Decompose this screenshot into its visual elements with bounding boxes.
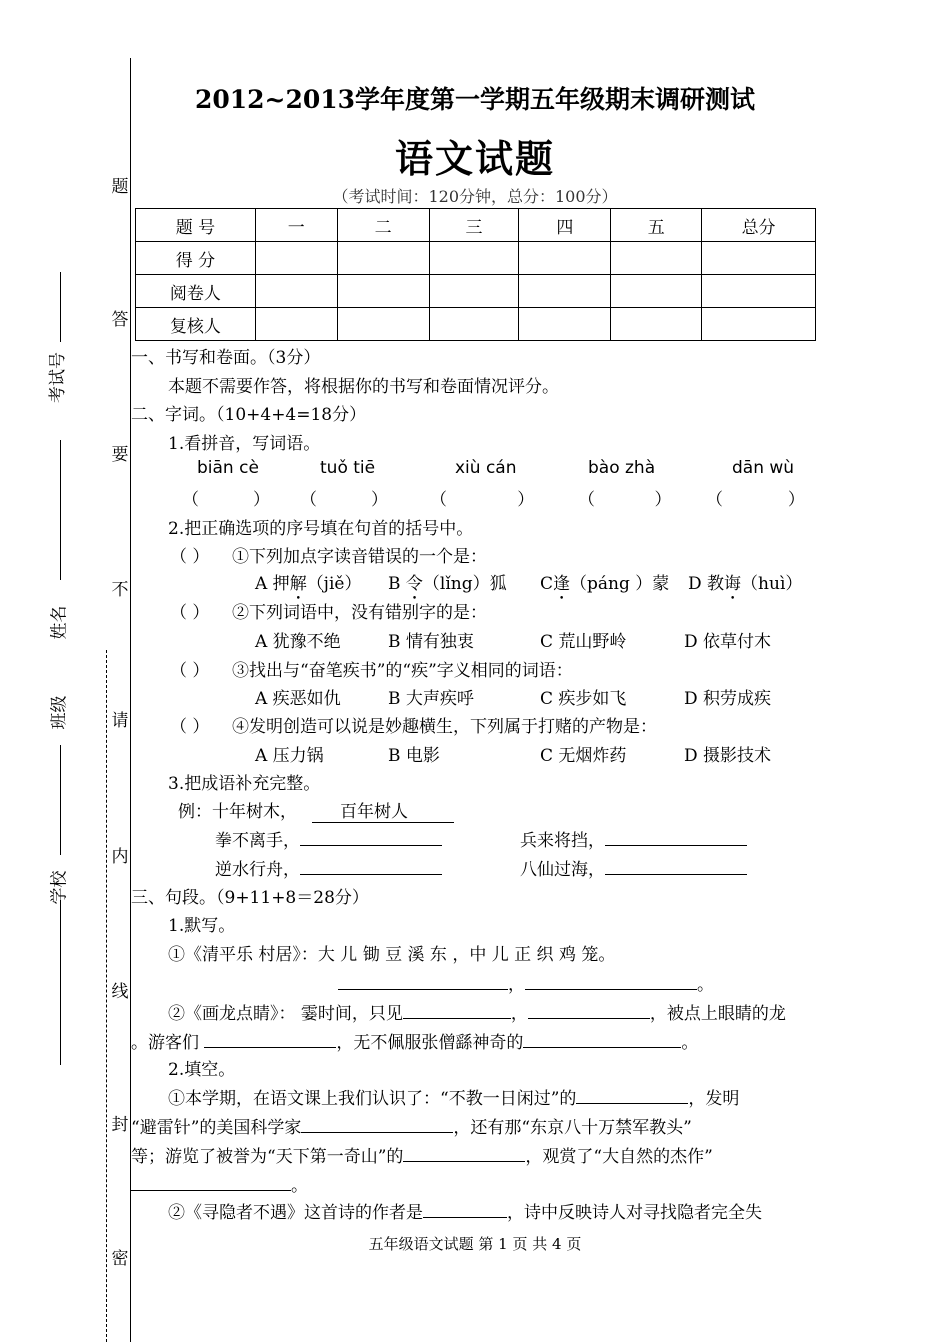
option-b: B 大声疾呼 xyxy=(388,689,474,709)
question-3-1: 1.默写。 xyxy=(168,916,236,936)
binding-char: 请 xyxy=(111,711,129,731)
fill-blank[interactable] xyxy=(576,1085,688,1104)
row-label: 得 分 xyxy=(136,242,256,275)
question-3-2: 2.填空。 xyxy=(168,1060,236,1080)
score-cell xyxy=(611,308,702,341)
pinyin-3: xiù cán xyxy=(455,458,517,478)
fill-line-2: “避雷针”的美国科学家 ，还有那“东京八十万禁军教头” xyxy=(131,1113,692,1138)
name-field: 姓名 xyxy=(49,605,70,640)
section-3-heading: 三、句段。（9+11+8＝28分） xyxy=(131,888,369,908)
fill-blank[interactable] xyxy=(301,1114,453,1133)
poem-blanks: ， 。 xyxy=(338,970,714,995)
score-cell xyxy=(611,275,702,308)
idiom-blank[interactable] xyxy=(605,856,747,875)
score-cell xyxy=(519,242,611,275)
option-d: D 依草付木 xyxy=(684,632,772,652)
score-cell xyxy=(255,308,337,341)
idiom-blank[interactable] xyxy=(300,856,442,875)
answer-bracket[interactable]: （ ） xyxy=(170,661,210,681)
section-2-heading: 二、字词。（10+4+4=18分） xyxy=(131,405,367,425)
score-cell xyxy=(429,308,519,341)
table-header-cell: 一 xyxy=(255,209,337,242)
fill-line-3: 等；游览了被誉为“天下第一奇山”的 ，观赏了“大自然的杰作” xyxy=(131,1142,713,1167)
poem-line: ①《清平乐 村居》：大 儿 锄 豆 溪 东 ，中 儿 正 织 鸡 笼。 xyxy=(168,945,616,965)
score-cell xyxy=(255,275,337,308)
exam-number-blank xyxy=(60,272,61,342)
dragon-line-2: 。游客们 ，无不佩服张僧繇神奇的 。 xyxy=(131,1028,698,1053)
table-row xyxy=(136,242,816,275)
exam-subtitle: （考试时间：120分钟，总分：100分） xyxy=(332,187,618,206)
option-a: A 犹豫不绝 xyxy=(255,632,341,652)
example-answer: 百年树人 xyxy=(312,797,454,823)
idiom-1: 拳不离手， xyxy=(215,826,442,851)
score-cell xyxy=(702,242,816,275)
pinyin-1: biān cè xyxy=(197,458,259,478)
item-stem: ①下列加点字读音错误的一个是： xyxy=(232,547,487,567)
option-c: C 无烟炸药 xyxy=(540,746,627,766)
binding-char: 题 xyxy=(111,177,129,197)
score-table xyxy=(135,208,816,341)
answer-bracket[interactable]: （ ） xyxy=(170,717,210,737)
score-cell xyxy=(519,275,611,308)
score-cell xyxy=(337,308,429,341)
fill-line-4: 。 xyxy=(131,1171,308,1196)
pinyin-2: tuǒ tiē xyxy=(320,458,376,478)
question-2-1: 1.看拼音，写词语。 xyxy=(168,434,321,454)
section-1-heading: 一、书写和卷面。（3分） xyxy=(131,348,321,368)
idiom-4: 八仙过海， xyxy=(520,855,747,880)
dragon-blank[interactable] xyxy=(523,1029,681,1048)
fill-blank[interactable] xyxy=(131,1172,291,1191)
idiom-blank[interactable] xyxy=(605,827,747,846)
answer-bracket[interactable]: （ ） xyxy=(170,603,210,623)
score-cell xyxy=(429,275,519,308)
poem-blank[interactable] xyxy=(338,971,508,990)
score-cell xyxy=(702,275,816,308)
fill-line-5: ②《寻隐者不遇》这首诗的作者是 ，诗中反映诗人对寻找隐者完全失 xyxy=(168,1198,762,1223)
option-d: D 摄影技术 xyxy=(684,746,772,766)
option-c: C 荒山野岭 xyxy=(540,632,627,652)
poem-blank[interactable] xyxy=(525,971,697,990)
dragon-blank[interactable] xyxy=(204,1029,336,1048)
answer-bracket[interactable]: （ ） xyxy=(300,490,389,510)
option-b: B 电影 xyxy=(388,746,440,766)
table-header-cell: 题 号 xyxy=(136,209,256,242)
exam-title: 2012~2013学年度第一学期五年级期末调研测试 xyxy=(194,85,756,114)
binding-char: 密 xyxy=(111,1249,129,1269)
fill-blank[interactable] xyxy=(423,1199,507,1218)
table-row xyxy=(136,209,816,242)
pinyin-4: bào zhà xyxy=(588,458,656,478)
row-label: 复核人 xyxy=(136,308,256,341)
answer-bracket[interactable]: （ ） xyxy=(578,490,672,510)
answer-bracket[interactable]: （ ） xyxy=(706,490,805,510)
question-2-2: 2.把正确选项的序号填在句首的括号中。 xyxy=(168,519,474,539)
school-field: 学校 xyxy=(49,870,70,905)
school-blank xyxy=(60,900,61,1065)
dragon-blank[interactable] xyxy=(528,1000,650,1019)
binding-char: 封 xyxy=(111,1115,129,1135)
option-b: B 情有独衷 xyxy=(388,632,474,652)
score-cell xyxy=(337,275,429,308)
score-cell xyxy=(337,242,429,275)
item-stem: ②下列词语中，没有错别字的是： xyxy=(232,603,487,623)
idiom-blank[interactable] xyxy=(300,827,442,846)
name-blank xyxy=(60,440,61,580)
option-c: C逢（páng ）蒙 xyxy=(540,574,670,594)
option-a: A 押解（jiě） xyxy=(255,574,362,594)
idiom-3: 逆水行舟， xyxy=(215,855,442,880)
pinyin-5: dān wù xyxy=(732,458,795,478)
option-a: A 压力锅 xyxy=(255,746,324,766)
table-header-cell: 三 xyxy=(429,209,519,242)
table-row xyxy=(136,308,816,341)
fill-blank[interactable] xyxy=(403,1143,525,1162)
section-1-text: 本题不需要作答，将根据你的书写和卷面情况评分。 xyxy=(168,377,559,397)
subject-title: 语文试题 xyxy=(394,137,555,181)
option-b: B 令（lǐng）狐 xyxy=(388,574,507,594)
item-stem: ③找出与“奋笔疾书”的“疾”字义相同的词语： xyxy=(232,661,573,681)
example-label: 例：十年树木， xyxy=(178,802,297,822)
table-header-cell: 四 xyxy=(519,209,611,242)
score-cell xyxy=(255,242,337,275)
dragon-line-1: ②《画龙点睛》： 霎时间，只见 ， ，被点上眼睛的龙 xyxy=(168,999,786,1024)
item-stem: ④发明创造可以说是妙趣横生，下列属于打赌的产物是： xyxy=(232,717,657,737)
binding-char: 内 xyxy=(111,847,129,867)
option-a: A 疾恶如仇 xyxy=(255,689,341,709)
table-header-cell: 五 xyxy=(611,209,702,242)
table-header-cell: 二 xyxy=(337,209,429,242)
option-d: D 积劳成疾 xyxy=(684,689,772,709)
binding-char: 要 xyxy=(111,445,129,465)
table-header-cell: 总分 xyxy=(702,209,816,242)
score-cell xyxy=(519,308,611,341)
score-cell xyxy=(611,242,702,275)
class-field: 班级 xyxy=(49,695,70,730)
dragon-blank[interactable] xyxy=(403,1000,511,1019)
answer-bracket[interactable]: （ ） xyxy=(170,547,210,567)
idiom-2: 兵来将挡， xyxy=(520,826,747,851)
score-cell xyxy=(702,308,816,341)
answer-bracket[interactable]: （ ） xyxy=(430,490,535,510)
row-label: 阅卷人 xyxy=(136,275,256,308)
score-cell xyxy=(429,242,519,275)
page-footer: 五年级语文试题 第 1 页 共 4 页 xyxy=(368,1235,582,1253)
answer-bracket[interactable]: （ ） xyxy=(182,490,271,510)
fill-line-1: ①本学期，在语文课上我们认识了：“不教一日闲过”的 ，发明 xyxy=(168,1084,739,1109)
binding-char: 答 xyxy=(111,310,129,330)
option-c: C 疾步如飞 xyxy=(540,689,627,709)
table-row xyxy=(136,275,816,308)
question-2-3: 3.把成语补充完整。 xyxy=(168,774,321,794)
class-blank xyxy=(60,745,61,855)
exam-number-field: 考试号 xyxy=(48,352,68,403)
binding-char: 不 xyxy=(111,580,129,600)
binding-char: 线 xyxy=(111,982,129,1002)
option-d: D 教诲（huì） xyxy=(688,574,803,594)
